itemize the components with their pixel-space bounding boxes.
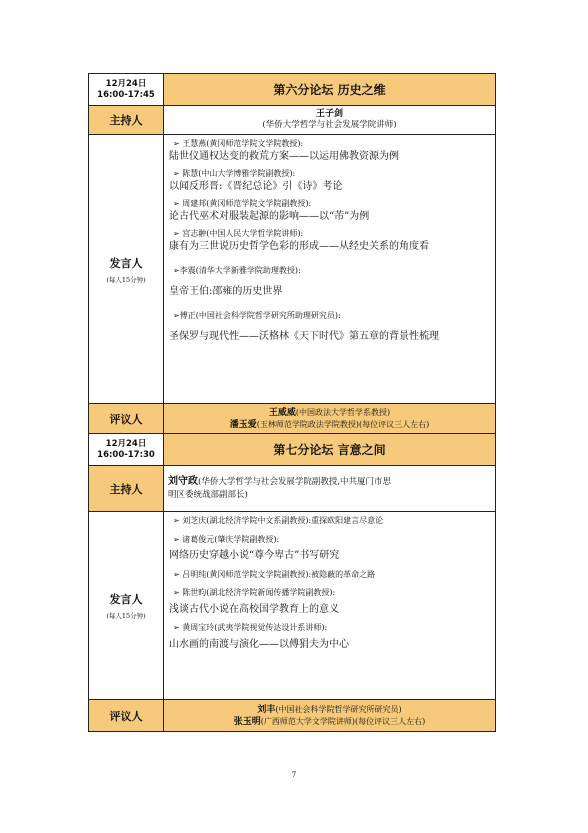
speaker-name: ➢ 黄周宝玲(武夷学院视觉传达设计系讲师): xyxy=(173,623,328,632)
reviewer-name: 王威威 xyxy=(268,407,296,418)
forum7-speaker-note: (每人15分钟) xyxy=(106,612,146,620)
forum6-host-label: 主持人 xyxy=(89,106,164,135)
program-table xyxy=(88,73,496,732)
forum6-speaker-list xyxy=(164,135,496,404)
speaker-topic: 浅谈古代小说在高校国学教育上的意义 xyxy=(169,603,339,615)
forum6-host-name: 王子剑 xyxy=(315,109,343,119)
reviewer-affil: (广西师范大学文学院讲师)(每位评议三人左右) xyxy=(260,716,426,726)
forum7-host-name: 刘守政 xyxy=(168,476,198,487)
speaker-name: ➢ 刘芝庆(湖北经济学院中文系副教授):重探欧阳建言尽意论 xyxy=(173,516,384,525)
forum7-datetime xyxy=(89,434,164,466)
forum6-title: 第六分论坛 历史之维 xyxy=(164,74,496,106)
forum6-speaker-label: 发言人 xyxy=(109,256,143,270)
page-number: 7 xyxy=(291,771,297,779)
forum6-reviewers xyxy=(164,404,496,434)
speaker-name: ➢李震(清华大学新雅学院助理教授): xyxy=(173,266,301,275)
reviewer-name: 潘玉爱 xyxy=(229,419,257,430)
forum6-speaker-cell xyxy=(89,135,164,404)
forum6-speaker-note: (每人15分钟) xyxy=(106,275,146,284)
speaker-topic: 圣保罗与现代性——沃格林《天下时代》第五章的背景性梳理 xyxy=(169,330,439,342)
forum7-reviewer-label: 评议人 xyxy=(89,700,164,732)
forum7-host xyxy=(164,466,496,512)
forum7-reviewers xyxy=(164,700,496,732)
speaker-topic: 网络历史穿越小说“尊今卑古”书写研究 xyxy=(169,550,340,561)
forum6-date: 12月24日 xyxy=(105,78,147,89)
speaker-topic: 康有为三世说历史哲学色彩的形成——从经史关系的角度看 xyxy=(169,240,429,252)
speaker-name: ➢傅正(中国社会科学院哲学研究所助理研究员): xyxy=(173,311,341,320)
forum7-speaker-list xyxy=(164,512,496,700)
forum7-host-label: 主持人 xyxy=(89,466,164,512)
forum7-date: 12月24日 xyxy=(105,438,147,449)
speaker-name: ➢ 宫志翀(中国人民大学哲学院讲师): xyxy=(173,229,304,238)
speaker-topic: 以闻反形晋:《晋纪总论》引《诗》考论 xyxy=(169,180,343,192)
speaker-topic: 皇帝王伯:邵雍的历史世界 xyxy=(169,285,283,297)
forum6-reviewer-label: 评议人 xyxy=(89,404,164,434)
forum7-speaker-cell xyxy=(89,512,164,700)
reviewer-name: 刘丰 xyxy=(257,704,276,715)
speaker-name: ➢ 陈慧(中山大学博雅学院副教授): xyxy=(173,169,296,178)
forum7-host-affil-1: (华侨大学哲学与社会发展学院副教授,中共厦门市思 xyxy=(198,477,392,487)
forum7-host-affil-2: 明区委统战部副部长) xyxy=(168,490,248,500)
speaker-name: ➢ 周建邦(黄冈师范学院文学院副教授): xyxy=(173,199,312,208)
forum7-title: 第七分论坛 言意之间 xyxy=(164,434,496,466)
forum6-datetime xyxy=(89,74,164,106)
forum6-time: 16:00-17:45 xyxy=(97,89,155,100)
forum6-host-affil: (华侨大学哲学与社会发展学院讲师) xyxy=(262,120,397,130)
forum6-host xyxy=(164,106,496,135)
speaker-name: ➢ 诸葛俊元(肇庆学院副教授): xyxy=(173,534,280,544)
speaker-topic: 陆世仪通权达变的救荒方案——以运用佛教资源为例 xyxy=(169,150,399,162)
reviewer-affil: (玉林师范学院政法学院教授)(每位评议三人左右) xyxy=(256,419,430,429)
forum7-speaker-label: 发言人 xyxy=(109,593,143,606)
reviewer-affil: (中国政法大学哲学系教授) xyxy=(295,407,391,417)
speaker-topic: 山水画的南渡与演化——以傅狷夫为中心 xyxy=(169,638,349,650)
speaker-name: ➢ 吕明纯(黄冈师范学院文学院副教授):被隐蔽的革命之路 xyxy=(173,569,376,579)
reviewer-name: 张玉明 xyxy=(233,716,261,727)
forum7-time: 16:00-17:30 xyxy=(97,449,155,460)
speaker-topic: 论古代巫术对服装起源的影响——以“芾”为例 xyxy=(169,210,370,222)
speaker-name: ➢ 王慧燕(黄冈师范学院文学院教授): xyxy=(173,139,304,148)
reviewer-affil: (中国社会科学院哲学研究所研究员) xyxy=(275,704,402,714)
speaker-name: ➢ 陈世昀(湖北经济学院新闻传播学院副教授): xyxy=(173,588,336,597)
